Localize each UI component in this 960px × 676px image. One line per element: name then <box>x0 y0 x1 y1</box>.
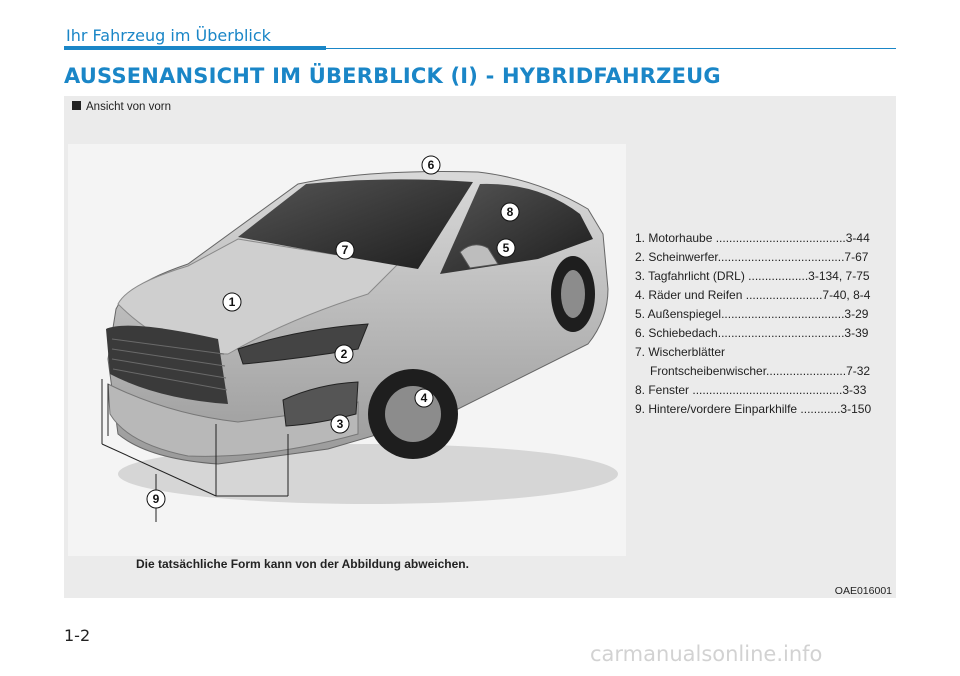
callout-9 <box>147 490 165 508</box>
parts-list-item: 4. Räder und Reifen .......................7-40, 8-4 <box>635 288 871 302</box>
svg-text:7: 7 <box>341 243 349 257</box>
parts-list-item: 2. Scheinwerfer......................................7-67 <box>635 250 869 264</box>
section-title: Ihr Fahrzeug im Überblick <box>66 26 271 45</box>
svg-text:9: 9 <box>152 492 160 506</box>
callout-1 <box>223 293 241 311</box>
disclaimer-text: Die tatsächliche Form kann von der Abbildung abweichen. <box>136 557 469 571</box>
parts-list-item: 5. Außenspiegel.....................................3-29 <box>635 307 869 321</box>
view-label-text: Ansicht von vorn <box>86 101 172 113</box>
page-number: 1-2 <box>64 626 91 645</box>
callout-8 <box>501 203 519 221</box>
watermark: carmanualsonline.info <box>590 642 823 666</box>
parts-list-item: 7. Wischerblätter <box>635 345 726 359</box>
image-code: OAE016001 <box>834 585 892 597</box>
view-label <box>72 101 171 113</box>
header-rule-thick <box>64 46 326 50</box>
callout-4 <box>415 389 433 407</box>
parts-list-item: 1. Motorhaube .......................................3-44 <box>635 231 870 245</box>
bullet-square-icon <box>72 101 81 110</box>
callout-7 <box>336 241 354 259</box>
svg-text:6: 6 <box>427 158 435 172</box>
callout-2 <box>335 345 353 363</box>
header-rule-thin <box>326 48 896 49</box>
parts-list-subitem: Frontscheibenwischer........................7-32 <box>650 364 871 378</box>
callout-3 <box>331 415 349 433</box>
parts-list-item: 6. Schiebedach......................................3-39 <box>635 326 869 340</box>
svg-text:4: 4 <box>420 391 428 405</box>
car-illustration <box>68 144 626 556</box>
svg-text:1: 1 <box>228 295 236 309</box>
callout-6 <box>422 156 440 174</box>
illustration-panel <box>64 96 896 598</box>
svg-text:5: 5 <box>502 241 510 255</box>
parts-list-item: 8. Fenster .............................................3-33 <box>635 383 867 397</box>
svg-text:8: 8 <box>506 205 514 219</box>
parts-list-item: 9. Hintere/vordere Einparkhilfe ............3-150 <box>635 402 872 416</box>
rear-rim <box>561 270 585 318</box>
svg-text:2: 2 <box>340 347 348 361</box>
callout-5 <box>497 239 515 257</box>
parts-list-item: 3. Tagfahrlicht (DRL) ..................3-134, 7-75 <box>635 269 870 283</box>
page-heading: AUSSENANSICHT IM ÜBERBLICK (I) - HYBRIDFAHRZEUG <box>64 64 721 88</box>
car-drawing <box>68 144 626 556</box>
svg-text:3: 3 <box>336 417 344 431</box>
parts-list <box>635 229 895 419</box>
